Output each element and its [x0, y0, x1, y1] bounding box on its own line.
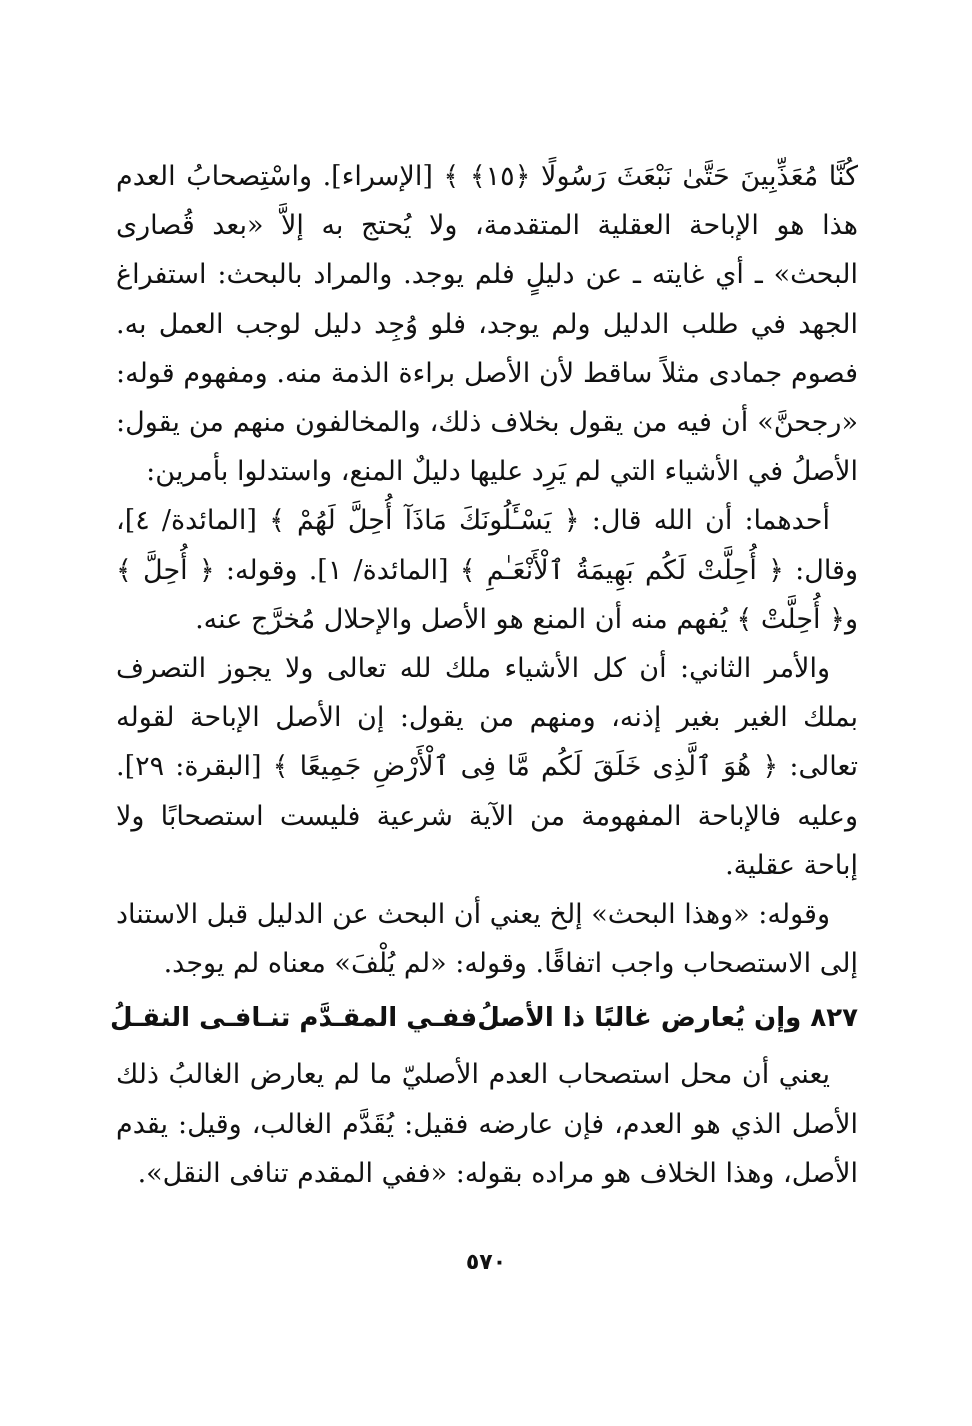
paragraph-5: يعني أن محل استصحاب العدم الأصليّ ما لم يعارض الغالبُ ذلك الأصل الذي هو العدم، فإن عارضه فقيل: يُقَدَّم الغالب، وقيل: يقدم الأصل، وهذا الخلاف هو مراده بقوله: «ففي المقدم تنافى النقل».: [116, 1059, 858, 1189]
main-text: [109, 152, 858, 1198]
verse-first-half-text: وإن يُعارض غالبًا ذا الأصلُ: [477, 1003, 802, 1034]
verse-line: [109, 992, 858, 1044]
verse-number: ٨٢٧: [810, 1003, 858, 1034]
paragraph-3: والأمر الثاني: أن كل الأشياء ملك لله تعالى ولا يجوز التصرف بملك الغير بغير إذنه، ومنهم من يقول: إن الأصل الإباحة لقوله تعالى: ﴿ هُوَ ٱلَّذِى خَلَقَ لَكُم مَّا فِى ٱلْأَرْضِ جَمِيعًا ﴾ [البقرة: ٢٩]. وعليه فالإباحة المفهومة من الآية شرعية فليست استصحابًا ولا إباحة عقلية.: [116, 653, 858, 881]
paragraph-2: أحدهما: أن الله قال: ﴿ يَسْـَٔلُونَكَ مَاذَآ أُحِلَّ لَهُمْ ﴾ [المائدة/ ٤]، وقال: ﴿ أُحِلَّتْ لَكُم بَهِيمَةُ ٱلْأَنْعَـٰمِ ﴾ [المائدة/ ١]. وقوله: ﴿ أُحِلَّ ﴾ و﴿ أُحِلَّتْ ﴾ يُفهم منه أن المنع هو الأصل والإحلال مُخرَّج عنه.: [116, 505, 858, 635]
page-number: ٥٧٠: [465, 1250, 507, 1275]
verse-second-half: ففـي المقـدَّم تنـافـى النقـلُ: [109, 1003, 478, 1034]
verse-first-half: [477, 992, 858, 1044]
paragraph-1: كُنَّا مُعَذِّبِينَ حَتَّىٰ نَبْعَثَ رَسُولًا ﴿١٥﴾ ﴾ [الإسراء]. واسْتِصحابُ العدم هذا هو الإباحة العقلية المتقدمة، ولا يُحتج به إلاَّ «بعد قُصارى البحث» ـ أي غايته ـ عن دليلٍ فلم يوجد. والمراد بالبحث: استفراغ الجهد في طلب الدليل ولم يوجد، فلو وُجِد دليل لوجب العمل به. فصوم جمادى مثلاً ساقط لأن الأصل براءة الذمة منه. ومفهوم قوله: «رجحنَّ» أن فيه من يقول بخلاف ذلك، والمخالفون منهم من يقول: الأصلُ في الأشياء التي لم يَرِد عليها دليلٌ المنع، واستدلوا بأمرين:: [116, 161, 858, 488]
paragraph-4: وقوله: «وهذا البحث» إلخ يعني أن البحث عن الدليل قبل الاستناد إلى الاستصحاب واجب اتفاقًا. وقوله: «لم يُلْفَ» معناه لم يوجد.: [116, 899, 858, 980]
